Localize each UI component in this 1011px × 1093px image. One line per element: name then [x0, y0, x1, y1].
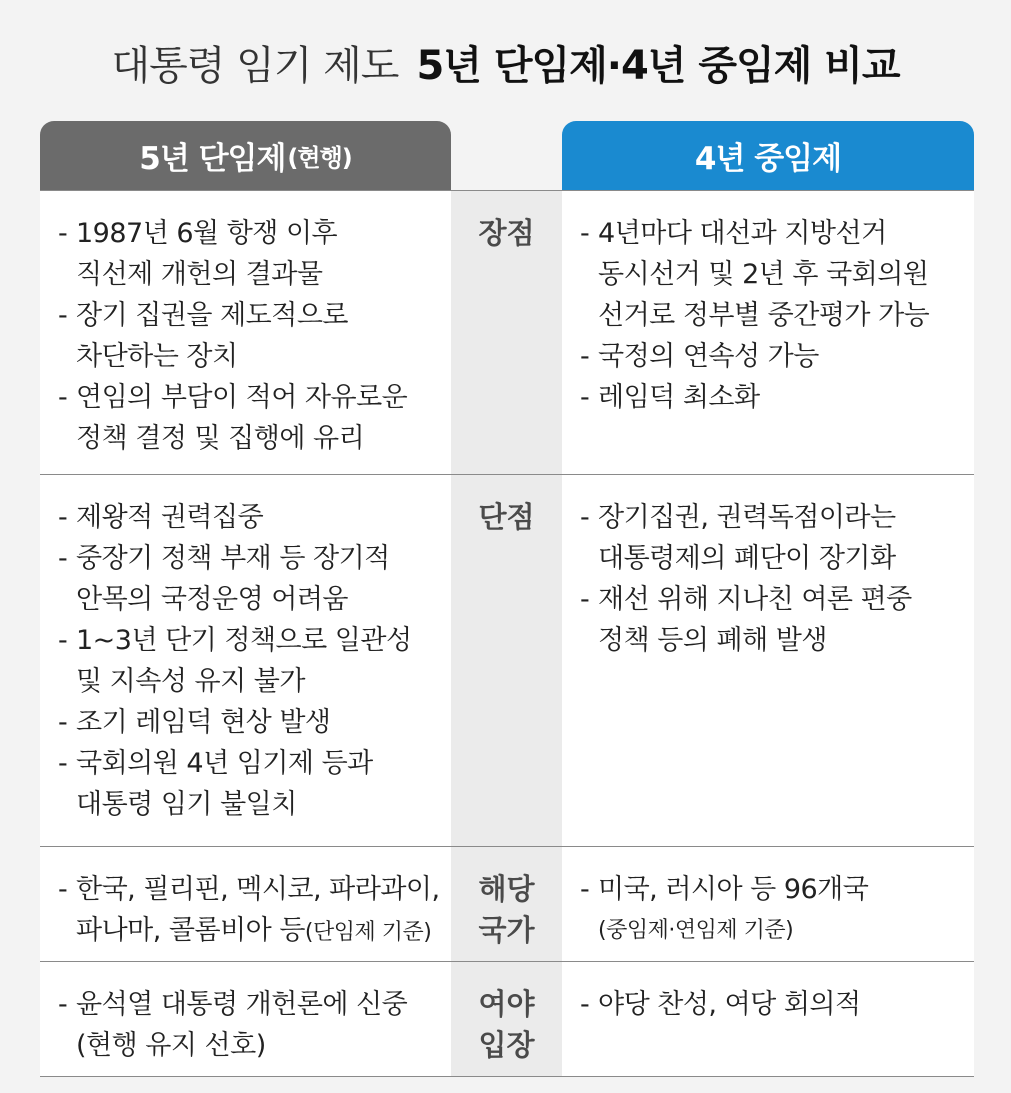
list-item: - 장기 집권을 제도적으로 차단하는 장치 [58, 295, 441, 377]
list-item: - 국회의원 4년 임기제 등과 대통령 임기 불일치 [58, 743, 441, 825]
list-item: - 중장기 정책 부재 등 장기적 안목의 국정운영 어려움 [58, 538, 441, 620]
list-item: - 윤석열 대통령 개헌론에 신중 (현행 유지 선호) [58, 984, 441, 1066]
positions-right [562, 962, 974, 1076]
list-item: - 레임덕 최소화 [580, 377, 964, 418]
positions-left [40, 962, 451, 1076]
title-bold: 5년 단임제·4년 중임제 비교 [416, 43, 900, 89]
disadvantages-left [40, 475, 451, 846]
row-label-disadvantages: 단점 [451, 475, 562, 846]
list-item: - 4년마다 대선과 지방선거 동시선거 및 2년 후 국회의원 선거로 정부별 중간평가 가능 [580, 213, 964, 336]
header-right-label: 4년 중임제 [694, 141, 842, 177]
list-item: - 국정의 연속성 가능 [580, 336, 964, 377]
row-label-advantages: 장점 [451, 191, 562, 474]
list-item: - 연임의 부담이 적어 자유로운 정책 결정 및 집행에 유리 [58, 377, 441, 459]
header-two-term [562, 121, 974, 190]
list-item: - 장기집권, 권력독점이라는 대통령제의 폐단이 장기화 [580, 497, 964, 579]
header-single-term [40, 121, 451, 190]
comparison-table [40, 190, 974, 1077]
list-item: - 미국, 러시아 등 96개국 (중임제·연임제 기준) [580, 869, 964, 951]
list-item: - 조기 레임덕 현상 발생 [58, 702, 441, 743]
advantages-right [562, 191, 974, 474]
list-item: - 한국, 필리핀, 멕시코, 파라과이, 파나마, 콜롬비아 등(단임제 기준) [58, 869, 441, 953]
list-item: - 재선 위해 지나친 여론 편중 정책 등의 폐해 발생 [580, 579, 964, 661]
table-row-countries [40, 847, 974, 962]
disadvantages-right [562, 475, 974, 846]
table-row-party-positions [40, 962, 974, 1077]
row-label-positions: 여야 입장 [451, 962, 562, 1076]
advantages-left [40, 191, 451, 474]
list-item: - 제왕적 권력집중 [58, 497, 441, 538]
table-row-disadvantages [40, 475, 974, 847]
row-label-countries: 해당 국가 [451, 847, 562, 961]
header-left-label: 5년 단임제 [139, 141, 286, 177]
list-item: - 1~3년 단기 정책으로 일관성 및 지속성 유지 불가 [58, 620, 441, 702]
page-title [0, 34, 1011, 91]
header-left-sub: (현행) [287, 144, 352, 172]
title-light: 대통령 임기 제도 [111, 43, 399, 89]
table-row-advantages [40, 190, 974, 475]
countries-left [40, 847, 451, 961]
countries-right [562, 847, 974, 961]
list-item: - 야당 찬성, 여당 회의적 [580, 984, 964, 1025]
list-item: - 1987년 6월 항쟁 이후 직선제 개헌의 결과물 [58, 213, 441, 295]
